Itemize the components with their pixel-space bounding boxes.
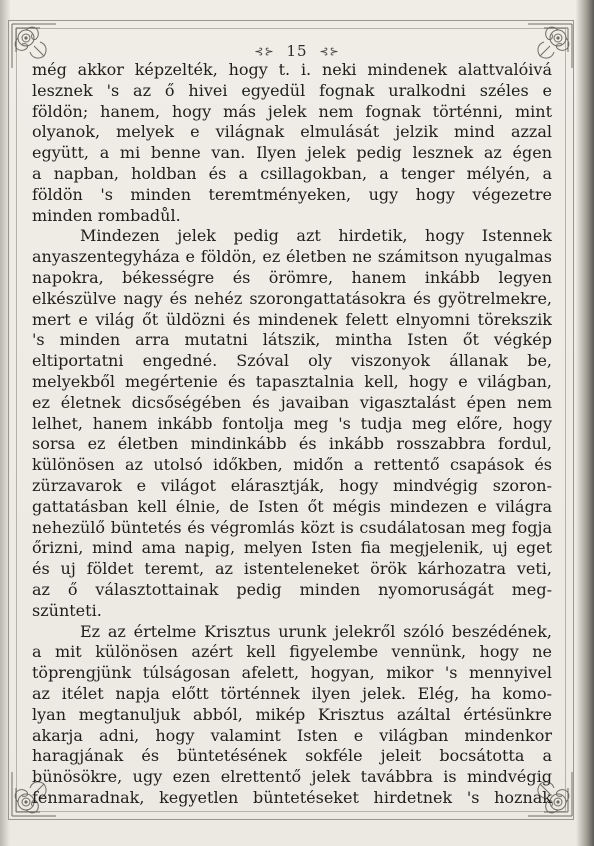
header-ornament-left-icon: ⊰⊱: [254, 44, 275, 58]
page-edge-shadow: [576, 0, 594, 846]
text-line: minden rombadůl.: [32, 205, 181, 225]
text-line: haragjának és büntetésének sokféle jeleit bocsátotta a: [32, 746, 552, 766]
text-line: fenmaradnak, kegyetlen büntetéseket hirdetnek 's hoznak: [32, 787, 552, 807]
text-line: ez életnek dicsőségében és javaiban vigasztalást épen nem: [32, 392, 552, 412]
page-header: [0, 41, 594, 60]
text-line: lyan megtanuljuk abból, mikép Krisztus azáltal értésünkre: [32, 704, 552, 724]
header-ornament-right-icon: ⊰⊱: [319, 44, 340, 58]
text-line: zürzavarok e világot elárasztják, hogy mindvégig szoron-: [32, 475, 552, 495]
text-line: az itélet napja előtt történnek ilyen jelek. Elég, ha komo-: [32, 683, 552, 703]
text-line: nehezülő büntetés és végromlás közt is csudálatosan meg fogja: [32, 517, 552, 537]
text-line: földön; hanem, hogy más jelek nem fognak történni, mint: [32, 101, 552, 121]
text-line: még akkor képzelték, hogy t. i. neki mindenek alattvalóivá: [32, 60, 552, 79]
text-line: a napban, holdban és a csillagokban, a tenger mélyén, a: [32, 163, 552, 183]
text-line: anyaszentegyháza e földön, ez életben ne számitson nyugalmas: [32, 247, 552, 267]
text-line: bünösökre, ugy ezen elrettentő jelek tavábbra is mindvégig: [32, 767, 552, 787]
text-line: és uj földet teremt, az istenteleneket örök kárhozatra veti,: [32, 559, 552, 579]
text-line: együtt, a mi benne van. Ilyen jelek pedig lesznek az égen: [32, 143, 552, 163]
body-text: [32, 60, 552, 807]
page-number: 15: [286, 42, 308, 60]
text-line: szünteti.: [32, 600, 102, 620]
text-line: akarja adni, hogy valamint Isten e világban mindenkor: [32, 725, 552, 745]
text-line: elkészülve nagy és nehéz szorongattatásokra és gyötrelmekre,: [32, 288, 552, 308]
text-line: olyanok, melyek e világnak elmulását jelzik mind azzal: [32, 122, 552, 142]
text-line: melyekből megértenie és tapasztalnia kell, hogy e világban,: [32, 371, 552, 391]
text-line: gattatásban kell élnie, de Isten őt mégis mindezen e világra: [32, 496, 552, 516]
paragraph-start-line: Ez az értelme Krisztus urunk jelekről szóló beszédének,: [80, 621, 552, 641]
text-line: 's minden arra mutatni látszik, mintha Isten őt végkép: [32, 330, 552, 350]
text-line: földön 's minden teremtményeken, ugy hogy végezetre: [32, 184, 552, 204]
text-line: mert e világ őt üldözni és mindenek felett elnyomni törekszik: [32, 309, 552, 329]
text-line: lesznek 's az ő hivei egyedül fognak uralkodni széles e: [32, 80, 552, 100]
text-line: napokra, békességre és örömre, hanem inkább legyen: [32, 267, 552, 287]
text-line: töprengjünk túlságosan afelett, hogyan, mikor 's mennyivel: [32, 663, 552, 683]
text-line: lelhet, hanem inkább fontolja meg 's tudja meg előre, hogy: [32, 413, 552, 433]
text-line: a mit különösen azért kell figyelembe vennünk, hogy ne: [32, 642, 552, 662]
paragraph-start-line: Mindezen jelek pedig azt hirdetik, hogy Istennek: [80, 226, 552, 246]
text-line: őrizni, mind ama napig, melyen Isten fia megjelenik, uj eget: [32, 538, 552, 558]
text-line: különösen az utolsó időkben, midőn a rettentő csapások és: [32, 455, 552, 475]
text-line: sorsa ez életben mindinkább és inkább rosszabbra fordul,: [32, 434, 552, 454]
text-line: eltiportatni engedné. Szóval oly viszonyok állanak be,: [32, 351, 552, 371]
text-line: az ő választottainak pedig minden nyomoruságát meg-: [32, 579, 552, 599]
